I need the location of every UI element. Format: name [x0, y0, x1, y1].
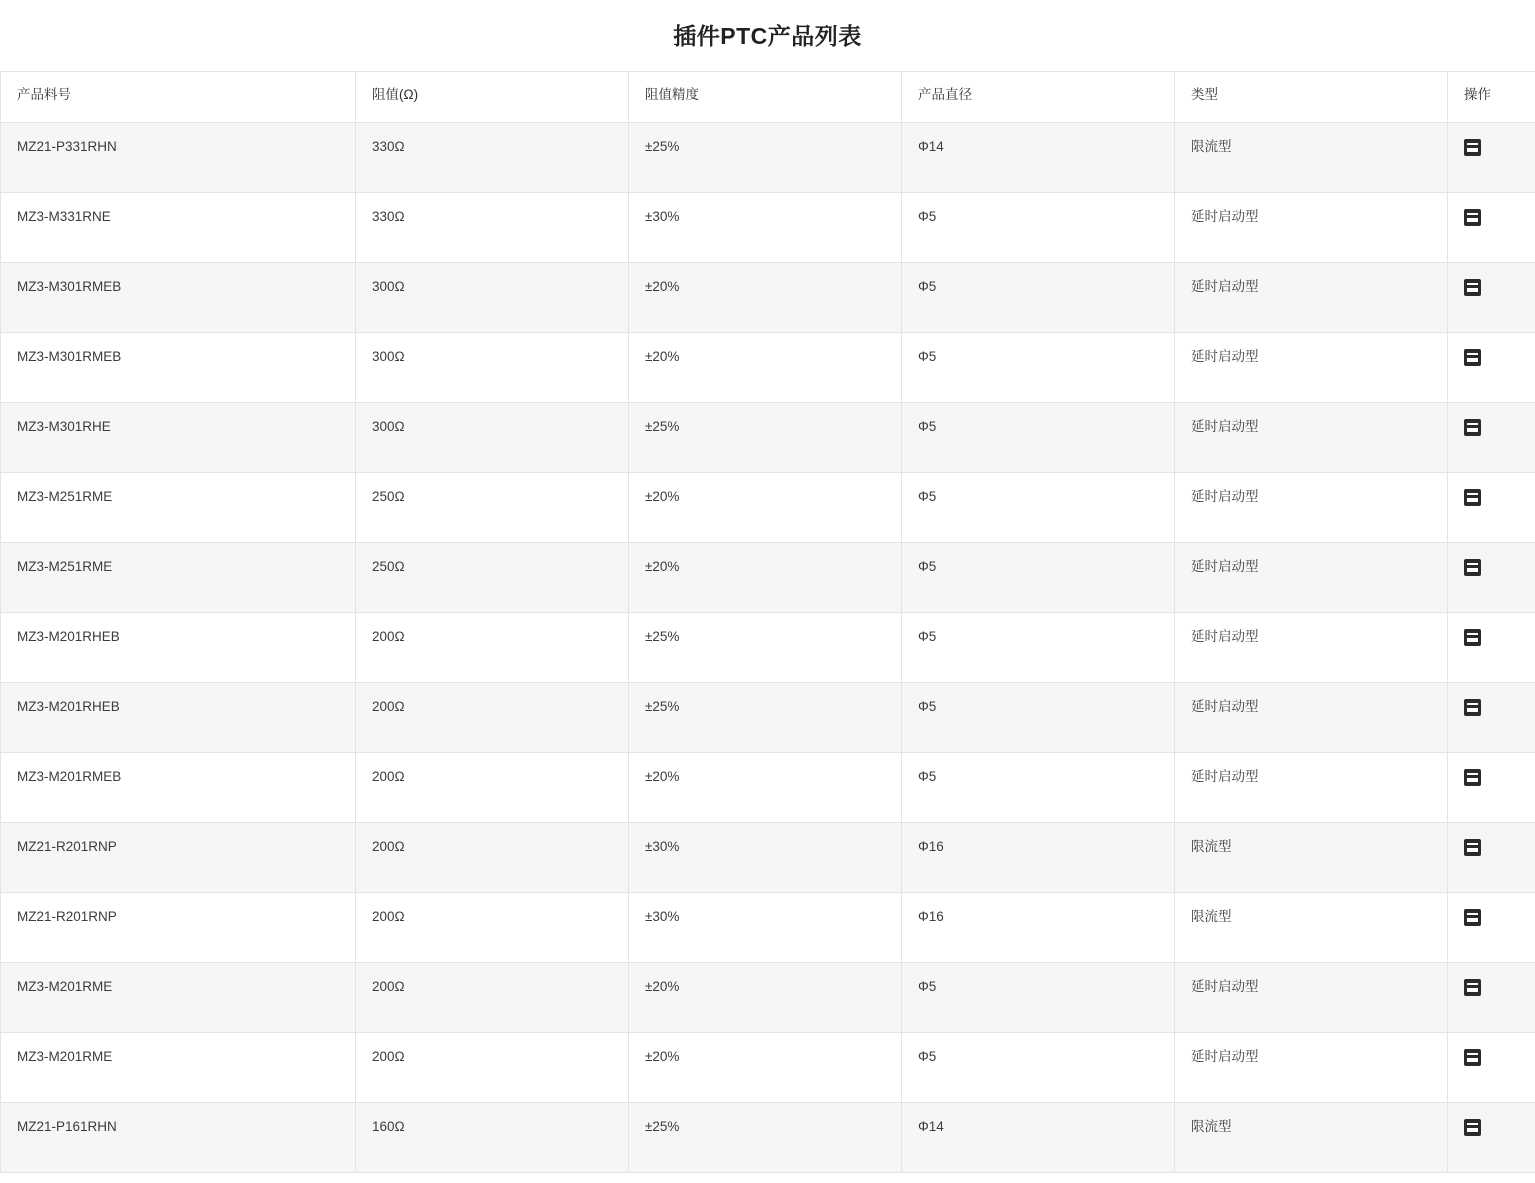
- document-icon[interactable]: [1464, 139, 1481, 156]
- table-row: [1, 123, 1535, 193]
- table-row: [1, 823, 1535, 893]
- cell-type: 延时启动型: [1175, 543, 1448, 613]
- document-icon[interactable]: [1464, 699, 1481, 716]
- cell-action: [1448, 543, 1535, 613]
- cell-part-number: MZ3-M251RME: [1, 543, 356, 613]
- cell-resistance: 330Ω: [356, 123, 629, 193]
- cell-resistance: 200Ω: [356, 613, 629, 683]
- document-icon[interactable]: [1464, 839, 1481, 856]
- table-row: [1, 1033, 1535, 1103]
- cell-resistance: 300Ω: [356, 403, 629, 473]
- column-header-tolerance: 阻值精度: [629, 72, 902, 123]
- cell-diameter: Φ5: [902, 263, 1175, 333]
- cell-type: 延时启动型: [1175, 473, 1448, 543]
- cell-tolerance: ±20%: [629, 963, 902, 1033]
- cell-resistance: 200Ω: [356, 963, 629, 1033]
- cell-diameter: Φ5: [902, 753, 1175, 823]
- document-icon[interactable]: [1464, 1049, 1481, 1066]
- column-header-diameter: 产品直径: [902, 72, 1175, 123]
- cell-tolerance: ±25%: [629, 403, 902, 473]
- document-icon[interactable]: [1464, 979, 1481, 996]
- cell-resistance: 200Ω: [356, 753, 629, 823]
- document-icon[interactable]: [1464, 1119, 1481, 1136]
- document-icon[interactable]: [1464, 629, 1481, 646]
- cell-resistance: 200Ω: [356, 1033, 629, 1103]
- table-row: [1, 753, 1535, 823]
- cell-resistance: 160Ω: [356, 1103, 629, 1173]
- cell-part-number: MZ3-M201RHEB: [1, 683, 356, 753]
- cell-diameter: Φ5: [902, 963, 1175, 1033]
- cell-type: 延时启动型: [1175, 753, 1448, 823]
- cell-resistance: 330Ω: [356, 193, 629, 263]
- cell-type: 限流型: [1175, 123, 1448, 193]
- cell-part-number: MZ21-R201RNP: [1, 823, 356, 893]
- cell-action: [1448, 893, 1535, 963]
- cell-tolerance: ±30%: [629, 893, 902, 963]
- cell-action: [1448, 823, 1535, 893]
- cell-type: 限流型: [1175, 823, 1448, 893]
- cell-part-number: MZ21-R201RNP: [1, 893, 356, 963]
- cell-diameter: Φ16: [902, 893, 1175, 963]
- cell-type: 延时启动型: [1175, 333, 1448, 403]
- cell-type: 延时启动型: [1175, 263, 1448, 333]
- cell-resistance: 250Ω: [356, 473, 629, 543]
- table-body: [1, 123, 1535, 1173]
- document-icon[interactable]: [1464, 349, 1481, 366]
- table-row: [1, 193, 1535, 263]
- cell-tolerance: ±30%: [629, 823, 902, 893]
- cell-tolerance: ±20%: [629, 753, 902, 823]
- cell-action: [1448, 613, 1535, 683]
- table-row: [1, 1103, 1535, 1173]
- table-row: [1, 333, 1535, 403]
- cell-part-number: MZ3-M331RNE: [1, 193, 356, 263]
- column-header-action: 操作: [1448, 72, 1535, 123]
- cell-diameter: Φ16: [902, 823, 1175, 893]
- cell-tolerance: ±25%: [629, 1103, 902, 1173]
- document-icon[interactable]: [1464, 209, 1481, 226]
- cell-part-number: MZ3-M201RHEB: [1, 613, 356, 683]
- cell-action: [1448, 473, 1535, 543]
- cell-diameter: Φ5: [902, 613, 1175, 683]
- document-icon[interactable]: [1464, 909, 1481, 926]
- cell-type: 延时启动型: [1175, 403, 1448, 473]
- cell-diameter: Φ5: [902, 473, 1175, 543]
- cell-part-number: MZ3-M201RME: [1, 1033, 356, 1103]
- cell-action: [1448, 963, 1535, 1033]
- cell-action: [1448, 1103, 1535, 1173]
- cell-action: [1448, 123, 1535, 193]
- cell-tolerance: ±30%: [629, 193, 902, 263]
- table-row: [1, 893, 1535, 963]
- cell-part-number: MZ3-M301RMEB: [1, 263, 356, 333]
- cell-action: [1448, 1033, 1535, 1103]
- cell-resistance: 200Ω: [356, 893, 629, 963]
- cell-tolerance: ±20%: [629, 543, 902, 613]
- product-table-container: [0, 71, 1535, 1173]
- table-row: [1, 263, 1535, 333]
- document-icon[interactable]: [1464, 419, 1481, 436]
- cell-resistance: 200Ω: [356, 683, 629, 753]
- table-row: [1, 963, 1535, 1033]
- cell-part-number: MZ3-M201RME: [1, 963, 356, 1033]
- cell-action: [1448, 403, 1535, 473]
- cell-diameter: Φ5: [902, 683, 1175, 753]
- cell-diameter: Φ5: [902, 403, 1175, 473]
- table-row: [1, 613, 1535, 683]
- document-icon[interactable]: [1464, 279, 1481, 296]
- column-header-type: 类型: [1175, 72, 1448, 123]
- cell-part-number: MZ3-M201RMEB: [1, 753, 356, 823]
- table-row: [1, 543, 1535, 613]
- cell-resistance: 200Ω: [356, 823, 629, 893]
- cell-part-number: MZ3-M301RMEB: [1, 333, 356, 403]
- cell-diameter: Φ5: [902, 1033, 1175, 1103]
- cell-diameter: Φ14: [902, 1103, 1175, 1173]
- cell-diameter: Φ14: [902, 123, 1175, 193]
- cell-part-number: MZ21-P331RHN: [1, 123, 356, 193]
- cell-type: 延时启动型: [1175, 963, 1448, 1033]
- cell-tolerance: ±20%: [629, 263, 902, 333]
- cell-part-number: MZ3-M301RHE: [1, 403, 356, 473]
- table-row: [1, 403, 1535, 473]
- cell-type: 限流型: [1175, 1103, 1448, 1173]
- document-icon[interactable]: [1464, 489, 1481, 506]
- product-table: [0, 71, 1535, 1173]
- cell-action: [1448, 193, 1535, 263]
- table-row: [1, 473, 1535, 543]
- cell-part-number: MZ3-M251RME: [1, 473, 356, 543]
- cell-tolerance: ±20%: [629, 333, 902, 403]
- table-row: [1, 683, 1535, 753]
- cell-action: [1448, 683, 1535, 753]
- cell-tolerance: ±25%: [629, 613, 902, 683]
- column-header-part-number: 产品料号: [1, 72, 356, 123]
- cell-diameter: Φ5: [902, 193, 1175, 263]
- cell-part-number: MZ21-P161RHN: [1, 1103, 356, 1173]
- table-header-row: [1, 72, 1535, 123]
- cell-type: 延时启动型: [1175, 683, 1448, 753]
- cell-diameter: Φ5: [902, 543, 1175, 613]
- cell-action: [1448, 753, 1535, 823]
- cell-type: 延时启动型: [1175, 613, 1448, 683]
- table-header: [1, 72, 1535, 123]
- cell-diameter: Φ5: [902, 333, 1175, 403]
- cell-resistance: 250Ω: [356, 543, 629, 613]
- document-icon[interactable]: [1464, 769, 1481, 786]
- cell-type: 延时启动型: [1175, 193, 1448, 263]
- cell-resistance: 300Ω: [356, 333, 629, 403]
- page-title: 插件PTC产品列表: [673, 23, 862, 49]
- cell-tolerance: ±20%: [629, 1033, 902, 1103]
- cell-type: 限流型: [1175, 893, 1448, 963]
- column-header-resistance: 阻值(Ω): [356, 72, 629, 123]
- cell-action: [1448, 333, 1535, 403]
- cell-type: 延时启动型: [1175, 1033, 1448, 1103]
- cell-tolerance: ±20%: [629, 473, 902, 543]
- document-icon[interactable]: [1464, 559, 1481, 576]
- cell-tolerance: ±25%: [629, 683, 902, 753]
- cell-tolerance: ±25%: [629, 123, 902, 193]
- cell-action: [1448, 263, 1535, 333]
- cell-resistance: 300Ω: [356, 263, 629, 333]
